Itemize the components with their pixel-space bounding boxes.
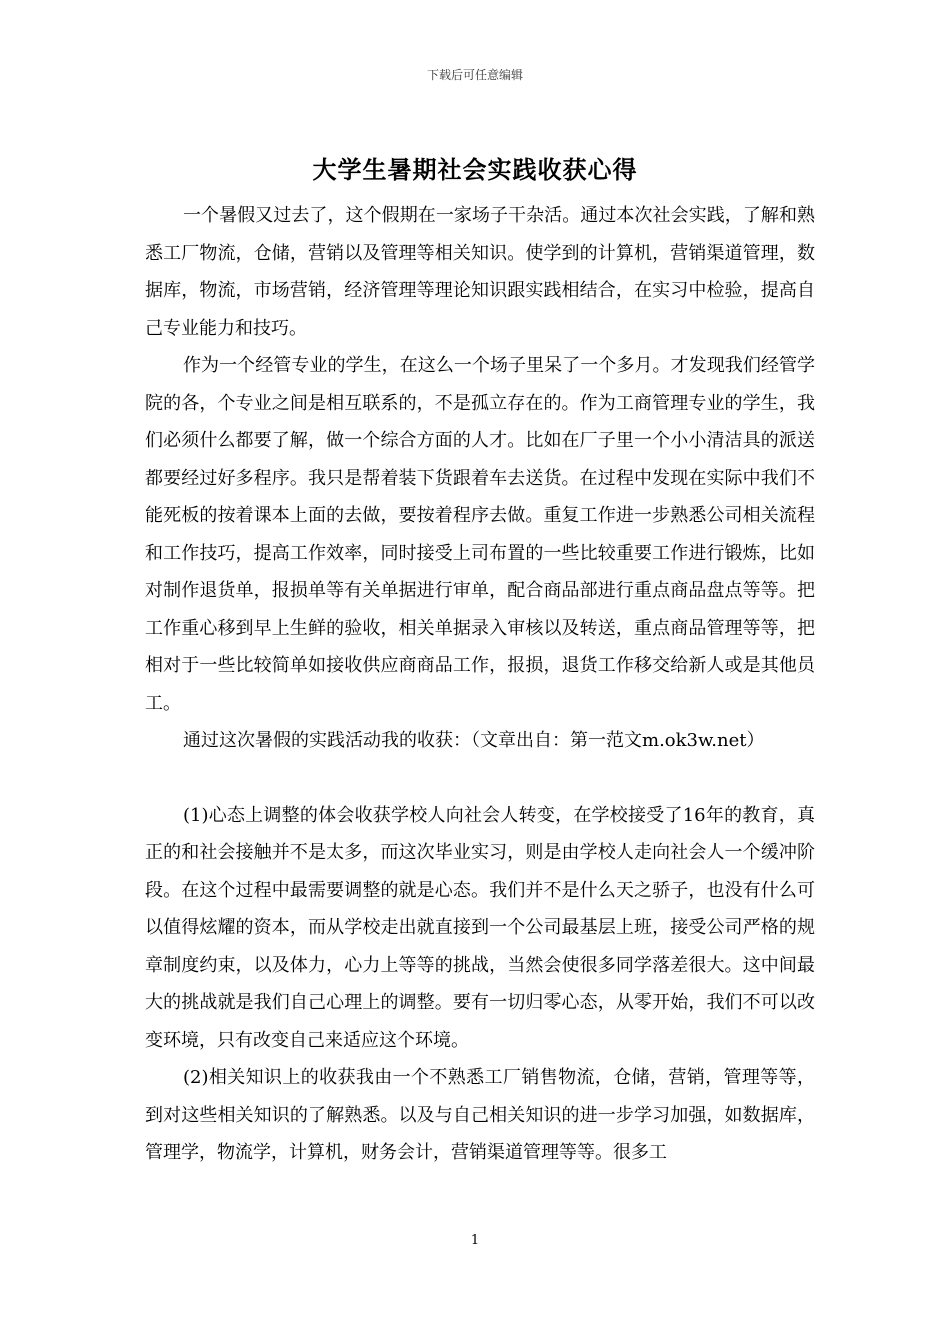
paragraph-gain-knowledge: (2)相关知识上的收获我由一个不熟悉工厂销售物流，仓储，营销，管理等等，到对这些相关知识的了解熟悉。以及与自己相关知识的进一步学习加强，如数据库，管理学，物流学，计算机，财务会计，营销渠道管理等等。很多工 [145, 1067, 815, 1163]
paragraph-experience: 作为一个经管专业的学生，在这么一个场子里呆了一个多月。才发现我们经管学院的各，个专业之间是相互联系的，不是孤立存在的。作为工商管理专业的学生，我们必须什么都要了解，做一个综合方面的人才。比如在厂子里一个小小清洁具的派送都要经过好多程序。我只是帮着装下货跟着车去送货。在过程中发现在实际中我们不能死板的按着课本上面的去做，要按着程序去做。重复工作进一步熟悉公司相关流程和工作技巧，提高工作效率，同时接受上司布置的一些比较重要工作进行锻炼，比如对制作退货单，报损单等有关单据进行审单，配合商品部进行重点商品盘点等等。把工作重心移到早上生鲜的验收，相关单据录入审核以及转送，重点商品管理等等，把相对于一些比较简单如接收供应商商品工作，报损，退货工作移交给新人或是其他员工。 [145, 355, 815, 714]
paragraph-gains-lead: 通过这次暑假的实践活动我的收获：（文章出自：第一范文m.ok3w.net） [183, 730, 765, 751]
page-number: 1 [470, 1233, 480, 1248]
paragraph-gain-mindset: (1)心态上调整的体会收获学校人向社会人转变，在学校接受了16年的教育，真正的和社会接触并不是太多，而这次毕业实习，则是由学校人走向社会人一个缓冲阶段。在这个过程中最需要调整的就是心态。我们并不是什么天之骄子，也没有什么可以值得炫耀的资本，而从学校走出就直接到一个公司最基层上班，接受公司严格的规章制度约束，以及体力，心力上等等的挑战，当然会使很多同学落差很大。这中间最大的挑战就是我们自己心理上的调整。要有一切归零心态，从零开始，我们不可以改变环境，只有改变自己来适应这个环境。 [145, 804, 815, 1051]
paragraph-intro: 一个暑假又过去了，这个假期在一家场子干杂活。通过本次社会实践，了解和熟悉工厂物流，仓储，营销以及管理等相关知识。使学到的计算机，营销渠道管理，数据库，物流，市场营销，经济管理等理论知识跟实践相结合，在实习中检验，提高自己专业能力和技巧。 [145, 205, 815, 339]
document-body [145, 197, 815, 1172]
document-title: 大学生暑期社会实践收获心得 [312, 155, 638, 184]
blank-line [145, 760, 815, 797]
page-header-note: 下载后可任意编辑 [426, 68, 523, 82]
